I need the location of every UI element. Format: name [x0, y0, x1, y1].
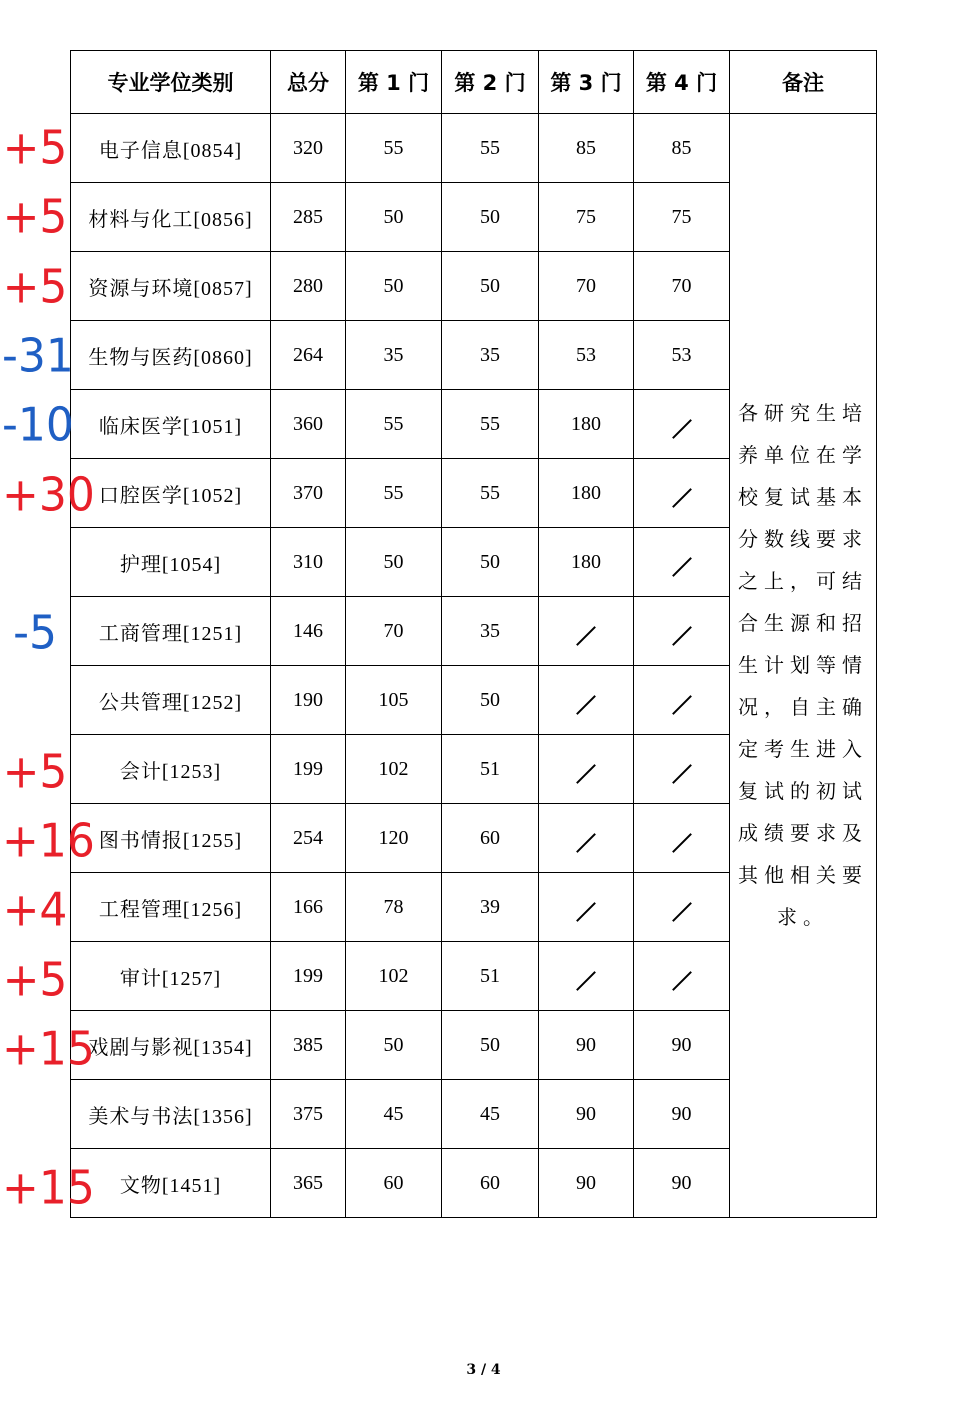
total-cell: 146 — [271, 597, 346, 666]
handwritten-annotation: -10 — [2, 398, 74, 453]
subject-1-cell: 78 — [346, 873, 442, 942]
subject-4-cell: 53 — [634, 321, 730, 390]
subject-4-cell — [634, 459, 730, 528]
subject-3-cell — [539, 666, 634, 735]
category-cell: 公共管理[1252] — [71, 666, 271, 735]
score-table — [70, 50, 877, 1218]
handwritten-annotation: +5 — [2, 745, 68, 799]
subject-3-cell — [539, 597, 634, 666]
subject-4-cell — [634, 528, 730, 597]
subject-2-cell: 50 — [442, 252, 539, 321]
subject-2-cell: 60 — [442, 1149, 539, 1218]
header-subject-2: 第 2 门 — [442, 51, 539, 114]
subject-1-cell: 50 — [346, 183, 442, 252]
not-applicable-slash — [576, 764, 596, 784]
subject-3-cell — [539, 804, 634, 873]
subject-2-cell: 55 — [442, 390, 539, 459]
not-applicable-slash — [576, 971, 596, 991]
header-subject-1: 第 1 门 — [346, 51, 442, 114]
subject-2-cell: 55 — [442, 459, 539, 528]
total-cell: 264 — [271, 321, 346, 390]
subject-4-cell — [634, 873, 730, 942]
handwritten-annotation: +16 — [2, 814, 95, 869]
subject-2-cell: 35 — [442, 597, 539, 666]
subject-2-cell: 51 — [442, 735, 539, 804]
subject-2-cell: 60 — [442, 804, 539, 873]
total-cell: 280 — [271, 252, 346, 321]
header-subject-4: 第 4 门 — [634, 51, 730, 114]
subject-3-cell: 70 — [539, 252, 634, 321]
not-applicable-slash — [672, 902, 692, 922]
subject-3-cell: 180 — [539, 459, 634, 528]
handwritten-annotation: +5 — [2, 190, 68, 245]
subject-3-cell — [539, 735, 634, 804]
subject-2-cell: 50 — [442, 1011, 539, 1080]
total-cell: 360 — [271, 390, 346, 459]
subject-2-cell: 35 — [442, 321, 539, 390]
not-applicable-slash — [672, 488, 692, 508]
subject-4-cell — [634, 597, 730, 666]
total-cell: 190 — [271, 666, 346, 735]
subject-1-cell: 35 — [346, 321, 442, 390]
category-cell: 工商管理[1251] — [71, 597, 271, 666]
handwritten-annotation: +4 — [2, 883, 68, 938]
total-cell: 254 — [271, 804, 346, 873]
category-cell: 生物与医药[0860] — [71, 321, 271, 390]
total-cell: 320 — [271, 114, 346, 183]
not-applicable-slash — [672, 419, 692, 439]
total-cell: 310 — [271, 528, 346, 597]
subject-4-cell — [634, 390, 730, 459]
total-cell: 199 — [271, 942, 346, 1011]
table-header-row — [71, 51, 877, 114]
subject-3-cell: 53 — [539, 321, 634, 390]
handwritten-annotation: -31 — [2, 329, 74, 384]
score-table-container — [70, 50, 876, 1218]
table-row — [71, 114, 877, 183]
subject-1-cell: 55 — [346, 390, 442, 459]
subject-2-cell: 50 — [442, 666, 539, 735]
header-category: 专业学位类别 — [71, 51, 271, 114]
category-cell: 审计[1257] — [71, 942, 271, 1011]
category-cell: 电子信息[0854] — [71, 114, 271, 183]
header-subject-3: 第 3 门 — [539, 51, 634, 114]
not-applicable-slash — [672, 695, 692, 715]
subject-2-cell: 51 — [442, 942, 539, 1011]
subject-4-cell: 90 — [634, 1149, 730, 1218]
handwritten-annotation: +5 — [2, 953, 68, 1007]
not-applicable-slash — [672, 833, 692, 853]
not-applicable-slash — [576, 833, 596, 853]
subject-3-cell: 180 — [539, 390, 634, 459]
subject-4-cell — [634, 804, 730, 873]
category-cell: 工程管理[1256] — [71, 873, 271, 942]
handwritten-annotation: +30 — [2, 468, 95, 522]
subject-1-cell: 50 — [346, 528, 442, 597]
subject-4-cell: 90 — [634, 1080, 730, 1149]
subject-1-cell: 45 — [346, 1080, 442, 1149]
category-cell: 会计[1253] — [71, 735, 271, 804]
category-cell: 资源与环境[0857] — [71, 252, 271, 321]
subject-1-cell: 102 — [346, 735, 442, 804]
total-cell: 199 — [271, 735, 346, 804]
subject-1-cell: 50 — [346, 1011, 442, 1080]
subject-1-cell: 55 — [346, 459, 442, 528]
handwritten-annotation: -5 — [13, 606, 57, 661]
subject-3-cell: 75 — [539, 183, 634, 252]
header-total: 总分 — [271, 51, 346, 114]
category-cell: 口腔医学[1052] — [71, 459, 271, 528]
subject-1-cell: 70 — [346, 597, 442, 666]
not-applicable-slash — [672, 626, 692, 646]
subject-2-cell: 45 — [442, 1080, 539, 1149]
handwritten-annotation: +15 — [2, 1161, 95, 1215]
category-cell: 图书情报[1255] — [71, 804, 271, 873]
total-cell: 365 — [271, 1149, 346, 1218]
subject-3-cell: 180 — [539, 528, 634, 597]
subject-3-cell: 90 — [539, 1011, 634, 1080]
handwritten-annotation: +5 — [2, 121, 68, 176]
subject-2-cell: 50 — [442, 528, 539, 597]
total-cell: 375 — [271, 1080, 346, 1149]
subject-4-cell: 85 — [634, 114, 730, 183]
subject-2-cell: 50 — [442, 183, 539, 252]
not-applicable-slash — [576, 695, 596, 715]
subject-4-cell: 75 — [634, 183, 730, 252]
table-body — [71, 114, 877, 1218]
subject-4-cell: 90 — [634, 1011, 730, 1080]
not-applicable-slash — [576, 902, 596, 922]
page-number: 3 / 4 — [466, 1362, 501, 1378]
category-cell: 临床医学[1051] — [71, 390, 271, 459]
subject-1-cell: 102 — [346, 942, 442, 1011]
handwritten-annotation: +15 — [2, 1022, 95, 1077]
category-cell: 护理[1054] — [71, 528, 271, 597]
subject-3-cell — [539, 942, 634, 1011]
subject-1-cell: 50 — [346, 252, 442, 321]
not-applicable-slash — [672, 764, 692, 784]
category-cell: 美术与书法[1356] — [71, 1080, 271, 1149]
note-cell: 各研究生培养单位在学校复试基本分数线要求之上，可结合生源和招生计划等情况，自主确定考生进入复试的初试成绩要求及其他相关要求。 — [730, 114, 877, 1218]
total-cell: 166 — [271, 873, 346, 942]
not-applicable-slash — [672, 971, 692, 991]
subject-1-cell: 60 — [346, 1149, 442, 1218]
subject-4-cell: 70 — [634, 252, 730, 321]
subject-2-cell: 55 — [442, 114, 539, 183]
subject-2-cell: 39 — [442, 873, 539, 942]
handwritten-annotation: +5 — [2, 260, 68, 314]
total-cell: 385 — [271, 1011, 346, 1080]
category-cell: 文物[1451] — [71, 1149, 271, 1218]
subject-1-cell: 55 — [346, 114, 442, 183]
category-cell: 材料与化工[0856] — [71, 183, 271, 252]
subject-3-cell: 85 — [539, 114, 634, 183]
subject-4-cell — [634, 942, 730, 1011]
subject-4-cell — [634, 666, 730, 735]
subject-1-cell: 120 — [346, 804, 442, 873]
subject-3-cell — [539, 873, 634, 942]
subject-1-cell: 105 — [346, 666, 442, 735]
not-applicable-slash — [672, 557, 692, 577]
total-cell: 285 — [271, 183, 346, 252]
header-note: 备注 — [730, 51, 877, 114]
subject-3-cell: 90 — [539, 1149, 634, 1218]
not-applicable-slash — [576, 626, 596, 646]
category-cell: 戏剧与影视[1354] — [71, 1011, 271, 1080]
total-cell: 370 — [271, 459, 346, 528]
subject-3-cell: 90 — [539, 1080, 634, 1149]
subject-4-cell — [634, 735, 730, 804]
